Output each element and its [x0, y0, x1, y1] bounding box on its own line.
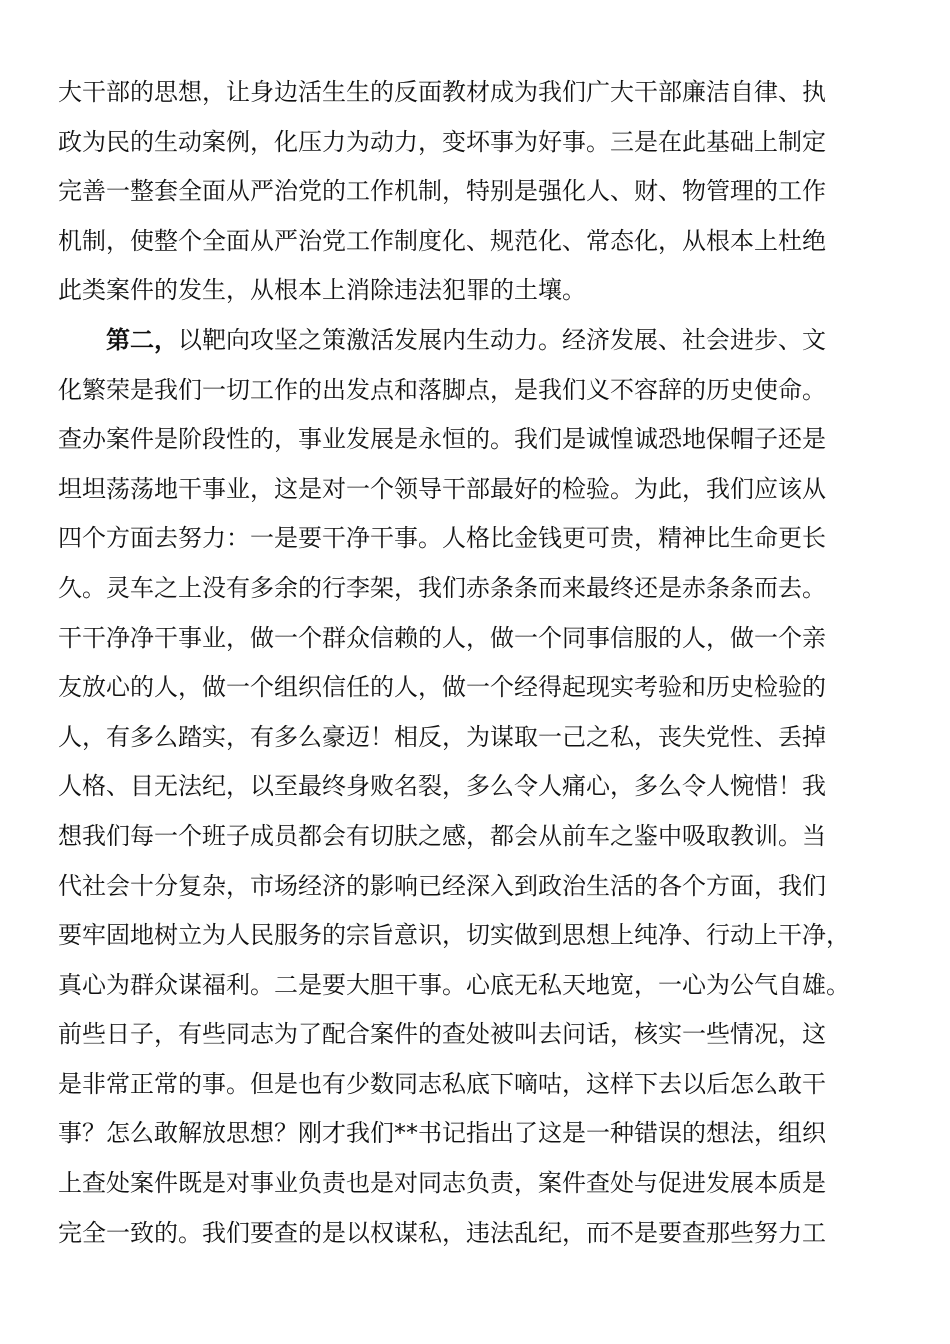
text-line: 完全一致的。我们要查的是以权谋私，违法乱纪，而不是要查那些努力工	[58, 1218, 826, 1247]
text-line: 此类案件的发生，从根本上消除违法犯罪的土壤。	[58, 276, 586, 305]
paragraph-first-line	[58, 316, 894, 366]
text-line: 坦坦荡荡地干事业，这是对一个领导干部最好的检验。为此，我们应该从	[58, 474, 826, 503]
text-line: 四个方面去努力：一是要干净干事。人格比金钱更可贵，精神比生命更长	[58, 524, 826, 553]
text-line: 大干部的思想，让身边活生生的反面教材成为我们广大干部廉洁自律、执	[58, 78, 826, 106]
text-line: 友放心的人，做一个组织信任的人，做一个经得起现实考验和历史检验的	[58, 673, 826, 702]
document-body	[58, 68, 894, 1258]
text-line: 前些日子，有些同志为了配合案件的查处被叫去问话，核实一些情况，这	[58, 1020, 826, 1049]
text-line: 查办案件是阶段性的，事业发展是永恒的。我们是诚惶诚恐地保帽子还是	[58, 425, 826, 454]
text-line: 要牢固地树立为人民服务的宗旨意识，切实做到思想上纯净、行动上干净，	[58, 921, 850, 950]
text-line: 人格、目无法纪，以至最终身败名裂，多么令人痛心，多么令人惋惜！我	[58, 772, 826, 801]
text-line: 政为民的生动案例，化压力为动力，变坏事为好事。三是在此基础上制定	[58, 127, 826, 156]
text-line: 想我们每一个班子成员都会有切肤之感，都会从前车之鉴中吸取教训。当	[58, 821, 826, 850]
text-line: 完善一整套全面从严治党的工作机制，特别是强化人、财、物管理的工作	[58, 177, 826, 206]
paragraph-1	[58, 68, 894, 316]
text-line: 代社会十分复杂，市场经济的影响已经深入到政治生活的各个方面，我们	[58, 871, 826, 900]
text-line: 久。灵车之上没有多余的行李架，我们赤条条而来最终还是赤条条而去。	[58, 573, 826, 602]
text-line: 干干净净干事业，做一个群众信赖的人，做一个同事信服的人，做一个亲	[58, 623, 826, 652]
paragraph-2	[58, 316, 894, 1258]
text-line: 上查处案件既是对事业负责也是对同志负责，案件查处与促进发展本质是	[58, 1169, 826, 1198]
text-line: 真心为群众谋福利。二是要大胆干事。心底无私天地宽，一心为公气自雄。	[58, 970, 850, 999]
text-line: 是非常正常的事。但是也有少数同志私底下嘀咕，这样下去以后怎么敢干	[58, 1069, 826, 1098]
text-line: 机制，使整个全面从严治党工作制度化、规范化、常态化，从根本上杜绝	[58, 226, 826, 255]
text-line: 化繁荣是我们一切工作的出发点和落脚点，是我们义不容辞的历史使命。	[58, 375, 826, 404]
section-heading: 第二，	[106, 325, 178, 354]
text-line: 人，有多么踏实，有多么豪迈！相反，为谋取一己之私，丧失党性、丢掉	[58, 722, 826, 751]
text-line-rest: 以靶向攻坚之策激活发展内生动力。经济发展、社会进步、文	[178, 325, 826, 354]
text-line: 事？怎么敢解放思想？刚才我们**书记指出了这是一种错误的想法，组织	[58, 1119, 826, 1148]
